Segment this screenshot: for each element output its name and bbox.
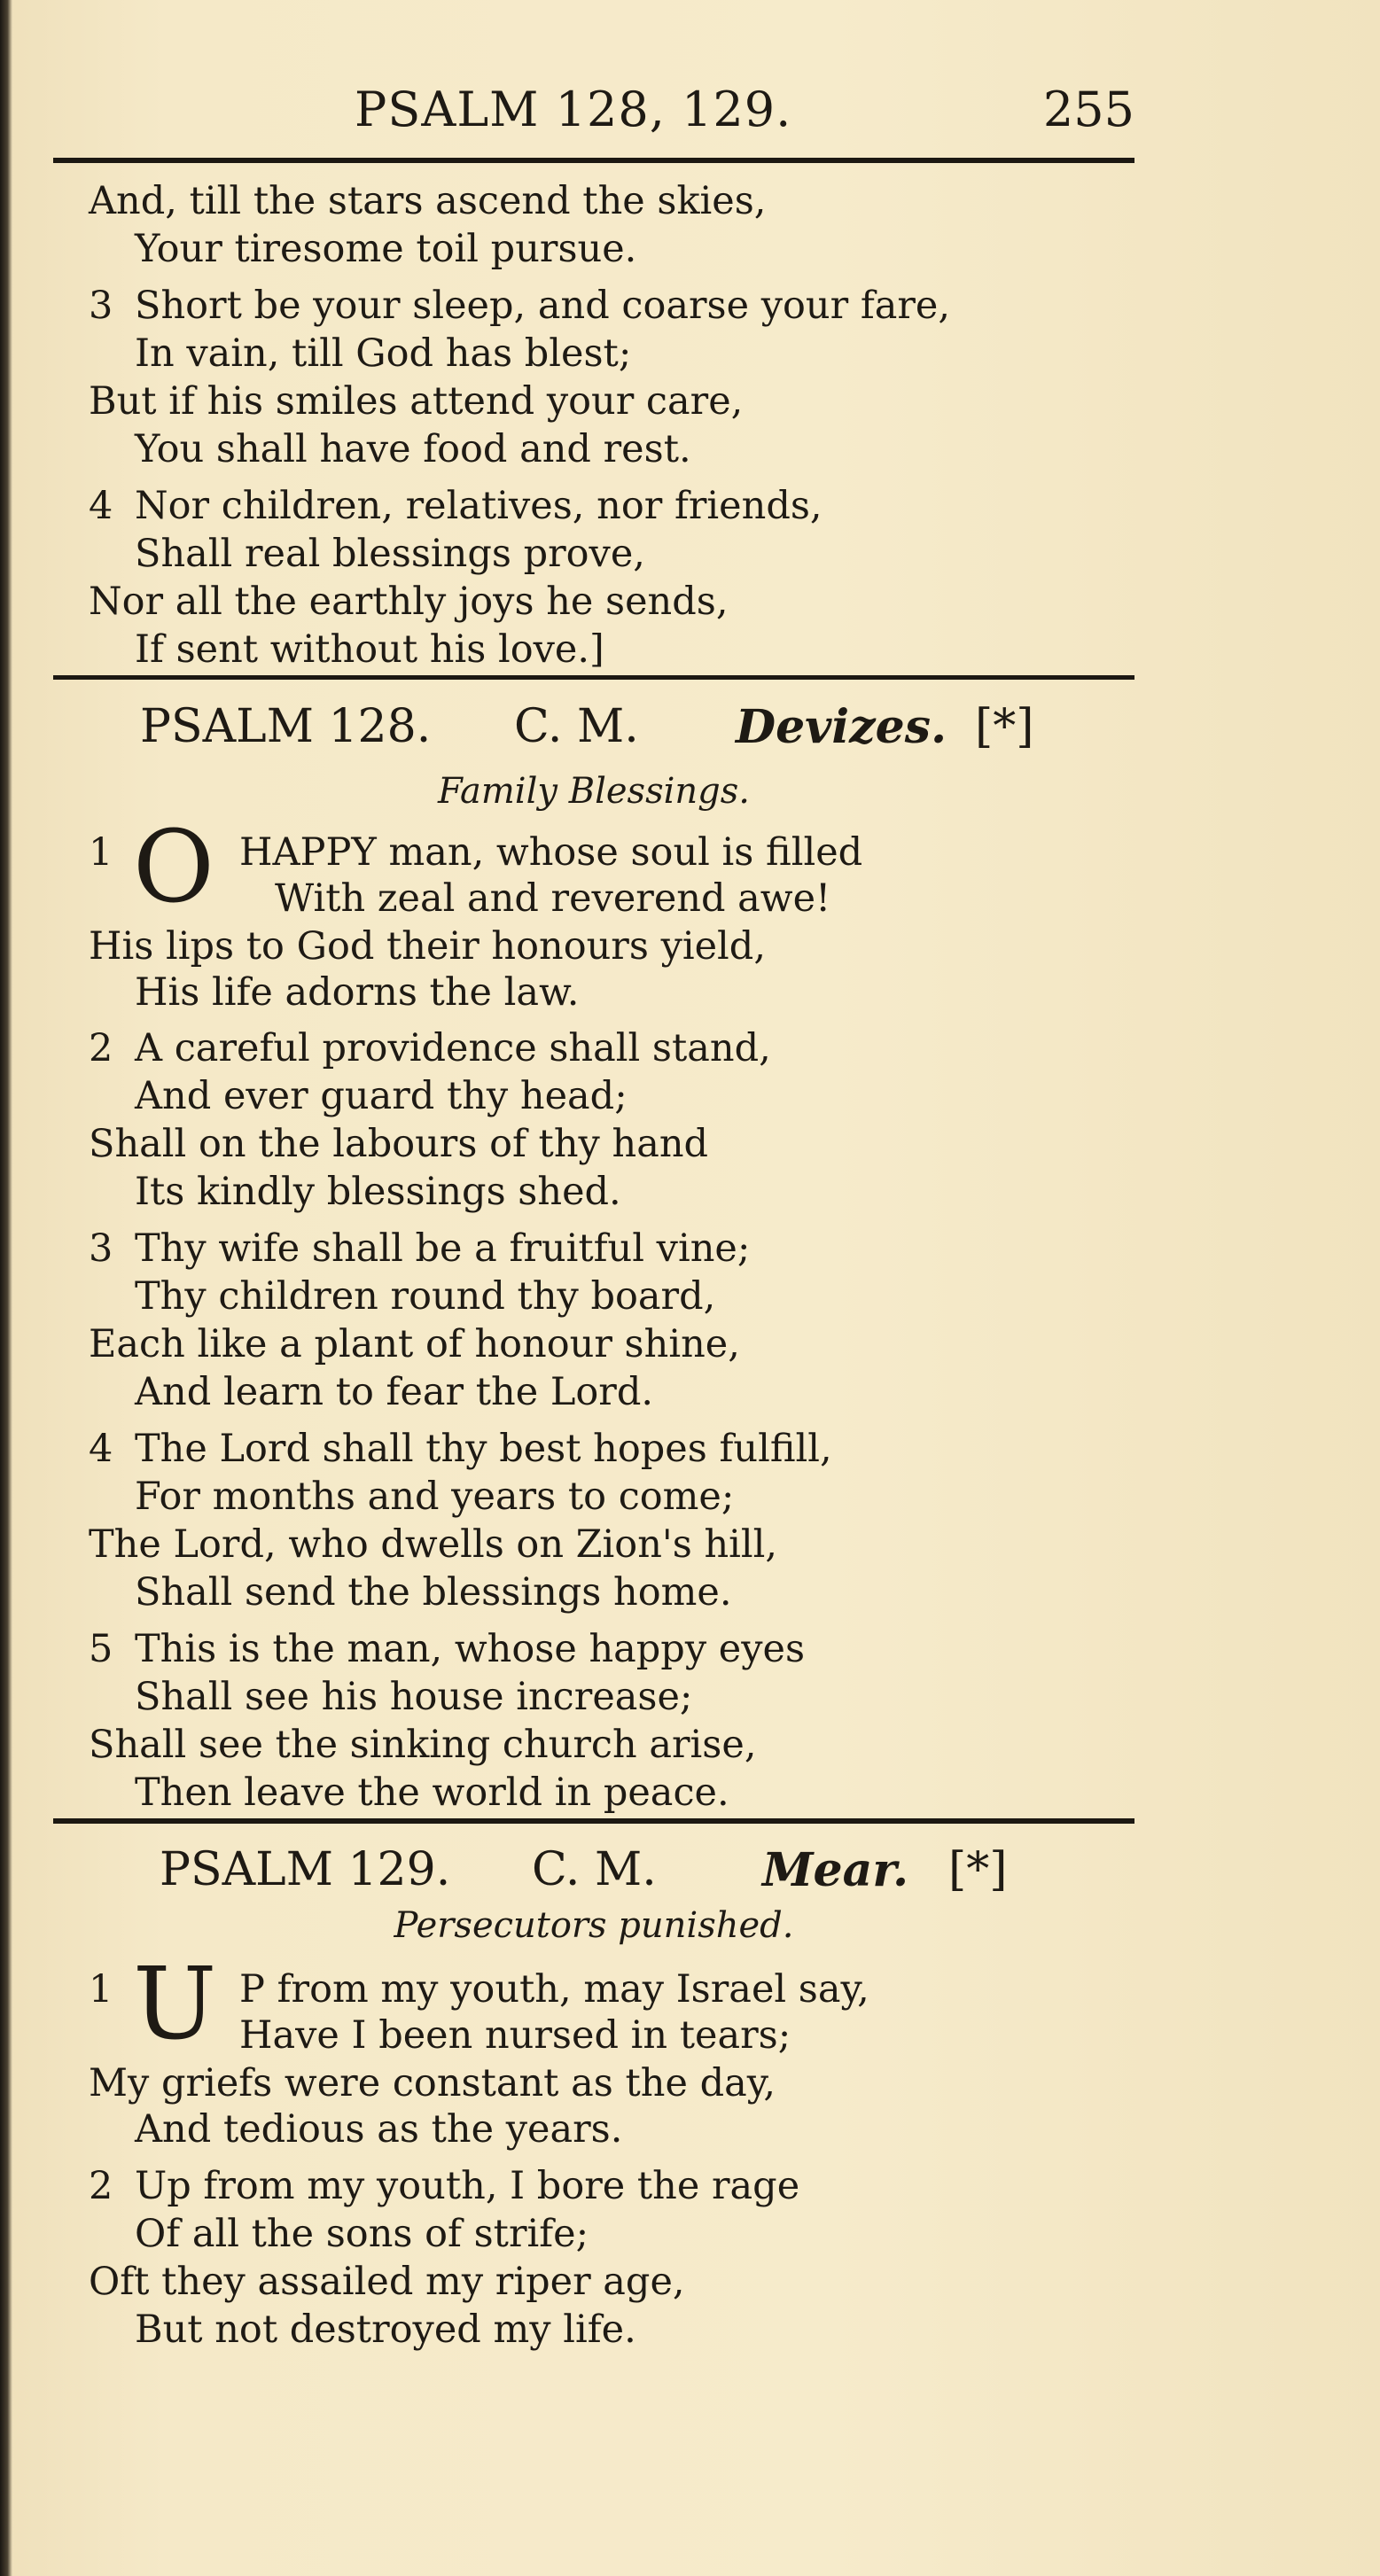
header-rule (53, 158, 1134, 163)
psalm-129-verses (89, 2162, 1134, 2362)
psalm-129-heading (53, 1843, 1134, 1905)
verse-line: In vain, till God has blest; (135, 331, 632, 376)
verse-number: 3 (89, 284, 113, 328)
verse (89, 1625, 1134, 1817)
page-binding-edge (0, 0, 12, 2576)
tune-name: Devizes. (736, 700, 947, 754)
verse-line: Your tiresome toil pursue. (135, 227, 637, 271)
verse-line: And ever guard thy head; (135, 1074, 628, 1118)
verse-line: And tedious as the years. (135, 2107, 623, 2152)
verse-line: Thy children round thy board, (135, 1274, 716, 1319)
drop-cap: O (133, 810, 214, 925)
verse-line: If sent without his love.] (135, 627, 604, 672)
psalm-128-verses (89, 1024, 1134, 1825)
verse (89, 2162, 1134, 2354)
verse-line: The Lord, who dwells on Zion's hill, (89, 1522, 778, 1567)
verse-line: My griefs were constant as the day, (89, 2061, 776, 2105)
verse-line: You shall have food and rest. (135, 427, 691, 471)
verse-line: Nor all the earthly joys he sends, (89, 580, 729, 624)
psalm-title: PSALM 129. (160, 1843, 451, 1896)
verse-number: 2 (89, 2164, 113, 2208)
drop-cap: U (133, 1947, 217, 2062)
psalm-subtitle: Family Blessings. (437, 771, 751, 812)
continuation-verses (89, 177, 1134, 682)
psalm-title: PSALM 128. (140, 700, 432, 753)
verse-line: Thy wife shall be a fruitful vine; (135, 1226, 751, 1271)
verse (89, 1225, 1134, 1416)
verse-line: Oft they assailed my riper age, (89, 2260, 685, 2304)
verse-number: 5 (89, 1627, 113, 1671)
verse-line: Of all the sons of strife; (135, 2212, 589, 2256)
verse-line: Up from my youth, I bore the rage (135, 2164, 800, 2208)
verse-line: Shall real blessings prove, (135, 532, 645, 576)
verse-line: Its kindly blessings shed. (135, 1170, 621, 1214)
verse-line: Nor children, relatives, nor friends, (135, 484, 823, 528)
running-header (53, 82, 1134, 144)
verse-line: Shall see the sinking church arise, (89, 1723, 757, 1767)
psalm-mark: [*] (948, 1843, 1008, 1896)
verse-number: 4 (89, 484, 113, 528)
verse-line: Have I been nursed in tears; (239, 2013, 791, 2058)
verse-line: The Lord shall thy best hopes fulfill, (135, 1427, 832, 1471)
verse-line: A careful providence shall stand, (135, 1026, 771, 1070)
verse-line: And, till the stars ascend the skies, (89, 179, 767, 223)
tune-name: Mear. (762, 1843, 909, 1897)
verse-line: His lips to God their honours yield, (89, 924, 767, 969)
verse-line: Each like a plant of honour shine, (89, 1322, 740, 1366)
verse-line: His life adorns the law. (135, 970, 580, 1015)
verse-number: 1 (89, 1967, 113, 2012)
verse-number: 1 (89, 830, 113, 875)
verse (89, 177, 1134, 273)
verse-line: HAPPY man, whose soul is filled (239, 830, 863, 875)
section-rule (53, 675, 1134, 680)
verse (89, 1425, 1134, 1616)
verse-line: But not destroyed my life. (135, 2308, 636, 2352)
header-title: PSALM 128, 129. (355, 82, 792, 137)
verse (89, 482, 1134, 673)
section-rule (53, 1818, 1134, 1824)
psalm-128-heading (53, 700, 1134, 762)
verse-number: 3 (89, 1226, 113, 1271)
psalm-mark: [*] (975, 700, 1034, 753)
verse-line: And learn to fear the Lord. (135, 1370, 654, 1414)
verse-line: Shall send the blessings home. (135, 1570, 732, 1615)
verse-line: With zeal and reverend awe! (275, 876, 831, 921)
verse-line: Shall see his house increase; (135, 1675, 693, 1719)
verse-line: P from my youth, may Israel say, (239, 1967, 869, 2012)
page-number: 255 (1042, 82, 1134, 137)
verse-line: But if his smiles attend your care, (89, 379, 744, 424)
verse-line: Shall on the labours of thy hand (89, 1122, 709, 1166)
psalm-meter: C. M. (514, 700, 639, 753)
verse (89, 1024, 1134, 1216)
verse-line: For months and years to come; (135, 1475, 735, 1519)
verse-number: 4 (89, 1427, 113, 1471)
verse-line: This is the man, whose happy eyes (135, 1627, 806, 1671)
verse (89, 282, 1134, 473)
verse-line: Short be your sleep, and coarse your fare, (135, 284, 951, 328)
psalm-meter: C. M. (532, 1843, 657, 1896)
verse-line: Then leave the world in peace. (135, 1771, 729, 1815)
psalm-subtitle: Persecutors punished. (394, 1905, 794, 1946)
verse-number: 2 (89, 1026, 113, 1070)
